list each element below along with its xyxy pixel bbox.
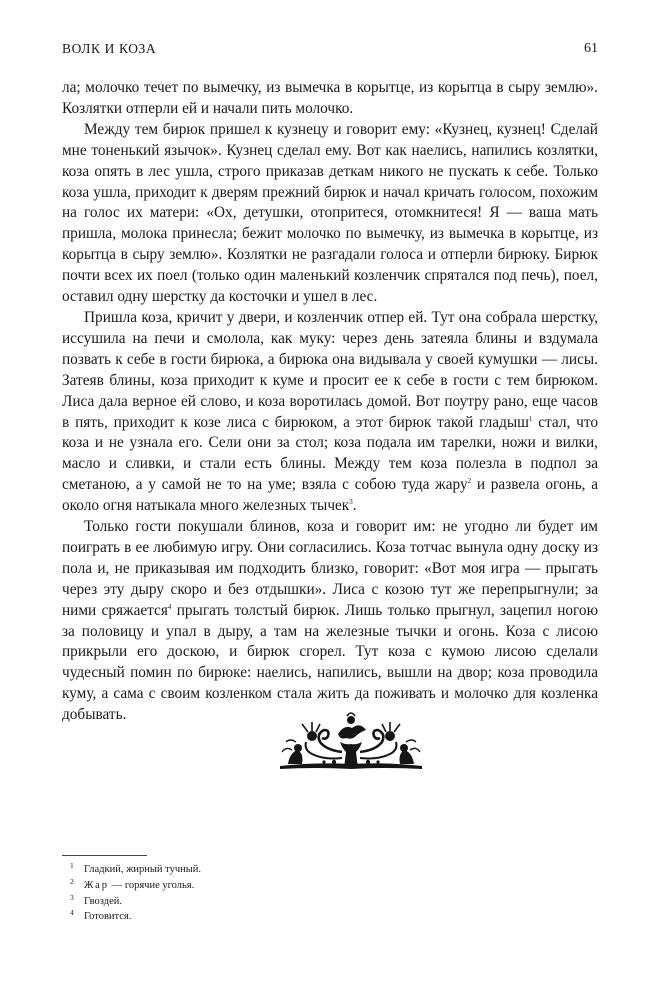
running-header <box>62 41 598 61</box>
footnotes <box>70 862 590 925</box>
footnote-text: Гладкий, жирный тучный. <box>84 864 202 875</box>
paragraph-3 <box>62 308 598 517</box>
footnote-text: Гвоздей. <box>84 895 123 907</box>
footnote-ref[interactable]: 1 <box>528 414 533 423</box>
footnote-ref[interactable]: 3 <box>349 498 353 507</box>
footnote-ref[interactable]: 4 <box>167 602 172 611</box>
running-title: ВОЛК И КОЗА <box>62 41 157 56</box>
footnote-headword: Жар <box>84 879 110 891</box>
page-number: 61 <box>584 41 598 56</box>
paragraph-text: Пришла коза, кричит у двери, и козленчик отпер ей. Тут она собрала шерстку, иссушила на печи и смолола, как муку: через день затеяла блины и вздумала позвать к себе в гости бирюка, а бирюка она видывала у своей кумушки — лисы. Затеяв блины, коза приходит к куме и просит ее к себе в гости с тем бирюком. Лиса дала верное ей слово, и коза воротилась домой. Вот поутру рано, еще часов в пять, приходит к козе лиса с бирюком, а этот бирюк такой гладыш <box>62 308 598 431</box>
paragraph-text: ла; молочко течет по вымечку, из вымечка в корытце, из корытца в сыру землю». Козлятки отперли ей и начали пить молочко. <box>62 79 598 117</box>
footnote-text: — горячие уголья. <box>109 879 195 891</box>
paragraph-text: Только гости покушали блинов, коза и говорит им: не угодно ли будет им поиграть в ее любимую игру. Они согласились. Коза тотчас вынула одну доску из пола и, не приказывая им подходить близко, говорит: «Вот моя игра — прыгать через эту дыру скоро и без отдышки». Лиса с козою тут же перепрыгнули; за ними сряжается <box>62 518 598 619</box>
floral-ornament-icon <box>276 712 426 776</box>
paragraph-text: Между тем бирюк пришел к кузнецу и говорит ему: «Кузнец, кузнец! Сделай мне тоненький язычок». Кузнец сделал ему. Вот как наелись, напились козлятки, коза опять в лес ушла, строго приказав деткам никого не пускать к себе. Только коза ушла, приходит к дверям прежний бирюк и начал кричать голосом, похожим на голос их матери: «Ох, детушки, отопритеся, отомкнитеся! Я — ваша мать пришла, молока принесла; бежит молочко по вымечку, из вымечка в корытце, из корытца в сыру землю». Козлятки не разгадали голоса и отперли бирюку. Бирюк почти всех их поел (только один маленький козленчик спрятался под печь), поел, оставил одну шерстку да косточки и ушел в лес. <box>62 120 598 306</box>
footnote-4: 4 Готовится. <box>70 908 132 923</box>
paragraph-text: . <box>352 497 357 515</box>
footnote-1: 1 Гладкий, жирный тучный. <box>70 861 202 875</box>
paragraph-text: стал, что коза и не узнала его. Сели они за стол; коза подала им тарелки, ножи и вилки, масло и сливки, и стали есть блины. Между тем коза полезла в подпол за сметаною, а у самой не то на уме; взяла с собою туда жару <box>62 413 598 494</box>
paragraph-4 <box>62 517 598 726</box>
footnote-3: 3 Гвоздей. <box>70 892 123 907</box>
paragraph-text: и развела огонь, а около огня натыкала много железных тычек <box>62 476 599 515</box>
footnote-2: 2 Жар — горячие уголья. <box>70 876 195 891</box>
footnote-text: Готовится. <box>84 911 132 923</box>
footnote-ref[interactable]: 2 <box>467 477 472 486</box>
paragraph-2 <box>62 120 598 308</box>
body-text <box>62 78 598 726</box>
paragraph-text: прыгать толстый бирюк. Лишь только прыгнул, зацепил ногою за половицу и упал в дыру, а там на железные тычки и огонь. Коза с лисою прикрыли его доскою, и бирюк сгорел. Тут коза с кумою лисою сделали чудесный помин по бирюке: наелись, напились, вышли на двор; коза проводила куму, а сама с своим козленком стала жить да поживать и молочко для козленка добывать. <box>62 601 598 724</box>
footnote-separator <box>62 855 147 856</box>
paragraph-1 <box>62 78 598 120</box>
